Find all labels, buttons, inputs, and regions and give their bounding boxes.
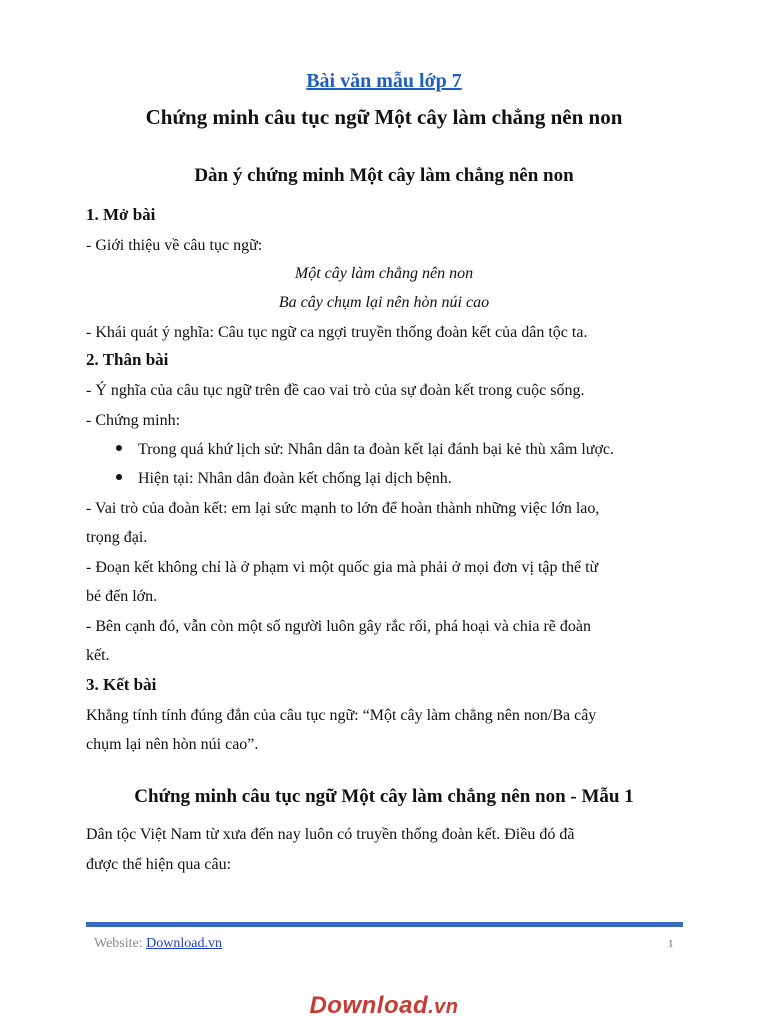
verse-line-1: Một cây làm chẳng nên non [294,265,474,282]
sample-title: Chứng minh câu tục ngữ Một cây làm chẳng nên non - Mẫu 1 [134,786,634,807]
doc-category-link[interactable]: Bài văn mẫu lớp 7 [306,70,462,92]
footer-website [94,936,222,952]
intro-heading: 1. Mở bài [86,205,156,224]
body-line-4a: - Đoạn kết không chỉ là ở phạm vi một quốc gia mà phải ở mọi đơn vị tập thể từ [86,559,599,576]
logo-brand: Download [309,992,429,1019]
intro-line-1: - Giới thiệu về câu tục ngữ: [86,237,263,254]
logo-suffix: .vn [428,996,459,1018]
body-heading: 2. Thân bài [86,350,169,369]
bullet-dot-icon [116,474,122,480]
sample-line-1: Dân tộc Việt Nam từ xưa đến nay luôn có truyền thống đoàn kết. Điều đó đã [86,826,575,843]
sample-line-2: được thể hiện qua câu: [86,856,232,873]
bullet-item-past [116,441,614,459]
bullet-text: Hiện tại: Nhân dân đoàn kết chống lại dịch bệnh. [138,470,452,487]
conclusion-line-1a: Khẳng tính tính đúng đắn của câu tục ngữ: “Một cây làm chẳng nên non/Ba cây [86,707,597,724]
outline-title: Dàn ý chứng minh Một cây làm chẳng nên non [194,165,574,186]
body-line-3b: trọng đại. [86,529,148,546]
conclusion-line-1b: chụm lại nên hòn núi cao”. [86,736,259,753]
bullet-dot-icon [116,445,122,451]
footer-divider [86,922,683,927]
verse-line-2: Ba cây chụm lại nên hòn núi cao [278,294,490,311]
body-line-3a: - Vai trò của đoàn kết: em lại sức mạnh to lớn để hoàn thành những việc lớn lao, [86,500,600,517]
body-line-4b: bé đến lớn. [86,588,158,605]
body-line-2: - Chứng minh: [86,412,181,429]
download-logo [0,992,768,1020]
bullet-item-present [116,470,452,488]
footer-website-link[interactable]: Download.vn [146,936,222,951]
body-line-5a: - Bên cạnh đó, vẫn còn một số người luôn gây rắc rối, phá hoại và chia rẽ đoàn [86,618,591,635]
footer-website-label: Website: [94,936,147,951]
conclusion-heading: 3. Kết bài [86,675,157,694]
bullet-text: Trong quá khứ lịch sử: Nhân dân ta đoàn kết lại đánh bại kẻ thù xâm lược. [138,441,615,458]
intro-line-2: - Khái quát ý nghĩa: Câu tục ngữ ca ngợi truyền thống đoàn kết của dân tộc ta. [86,324,588,341]
page-number: 1 [668,938,674,950]
body-line-5b: kết. [86,647,110,664]
page-title: Chứng minh câu tục ngữ Một cây làm chẳng nên non [145,105,623,129]
body-line-1: - Ý nghĩa của câu tục ngữ trên đề cao vai trò của sự đoàn kết trong cuộc sống. [86,382,585,399]
